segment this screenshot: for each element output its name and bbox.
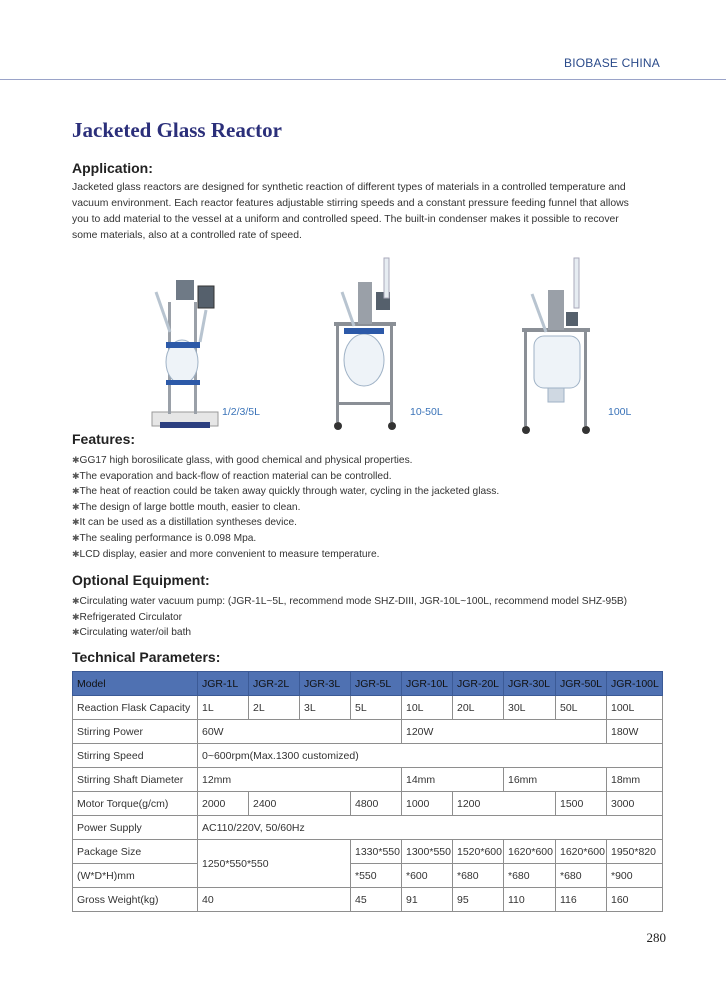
table-cell: 20L	[453, 696, 504, 720]
row-label: Package Size	[73, 840, 198, 864]
table-cell: 1L	[198, 696, 249, 720]
table-header-cell: JGR-2L	[249, 672, 300, 696]
table-cell: *600	[402, 864, 453, 888]
table-cell: 1620*600	[504, 840, 556, 864]
table-cell: 116	[556, 888, 607, 912]
optional-list	[72, 594, 692, 641]
table-header-cell: JGR-20L	[453, 672, 504, 696]
table-cell: 12mm	[198, 768, 402, 792]
features-list	[72, 453, 692, 562]
list-item: ✱ Refrigerated Circulator	[72, 610, 692, 626]
table-cell: 1200	[453, 792, 556, 816]
table-cell: 1620*600	[556, 840, 607, 864]
row-label: Gross Weight(kg)	[73, 888, 198, 912]
table-row	[73, 720, 663, 744]
row-label: Motor Torque(g/cm)	[73, 792, 198, 816]
table-cell: 50L	[556, 696, 607, 720]
table-header-cell: Model	[73, 672, 198, 696]
table-cell: 2400	[249, 792, 351, 816]
table-cell: 45	[351, 888, 402, 912]
table-cell: 14mm	[402, 768, 504, 792]
table-header-row	[73, 672, 663, 696]
table-cell: 5L	[351, 696, 402, 720]
application-heading: Application:	[72, 160, 153, 176]
table-header-cell: JGR-1L	[198, 672, 249, 696]
list-item: ✱ LCD display, easier and more convenient to measure temperature.	[72, 547, 692, 563]
table-header-cell: JGR-3L	[300, 672, 351, 696]
table-cell: 0~600rpm(Max.1300 customized)	[198, 744, 663, 768]
table-row	[73, 744, 663, 768]
list-item: ✱ The sealing performance is 0.098 Mpa.	[72, 531, 692, 547]
table-row	[73, 792, 663, 816]
reactor-medium-image	[328, 252, 408, 434]
table-cell: AC110/220V, 50/60Hz	[198, 816, 663, 840]
table-cell: 40	[198, 888, 351, 912]
page-title: Jacketed Glass Reactor	[72, 118, 282, 142]
table-row	[73, 888, 663, 912]
table-header-cell: JGR-10L	[402, 672, 453, 696]
table-cell: 160	[607, 888, 663, 912]
table-header-cell: JGR-30L	[504, 672, 556, 696]
table-cell: 110	[504, 888, 556, 912]
table-cell: 1300*550	[402, 840, 453, 864]
table-cell: 4800	[351, 792, 402, 816]
header-divider	[0, 79, 726, 80]
table-cell: 180W	[607, 720, 663, 744]
list-item: ✱ Circulating water vacuum pump: (JGR-1L~5L, recommend mode SHZ-DIII, JGR-10L~100L, recommend model SHZ-95B)	[72, 594, 692, 610]
list-item: ✱ The heat of reaction could be taken away quickly through water, cycling in the jacketed glass.	[72, 484, 692, 500]
table-cell: 3L	[300, 696, 351, 720]
table-cell: 1000	[402, 792, 453, 816]
table-cell: 1500	[556, 792, 607, 816]
list-item: ✱ It can be used as a distillation syntheses device.	[72, 515, 692, 531]
row-label: (W*D*H)mm	[73, 864, 198, 888]
features-heading: Features:	[72, 431, 136, 447]
table-cell: 91	[402, 888, 453, 912]
table-cell: *680	[504, 864, 556, 888]
table-header-cell: JGR-100L	[607, 672, 663, 696]
table-header-cell: JGR-5L	[351, 672, 402, 696]
brand-label: BIOBASE CHINA	[564, 56, 660, 70]
image-caption-large: 100L	[608, 406, 632, 418]
table-cell: 16mm	[504, 768, 607, 792]
tech-params-table	[72, 671, 663, 912]
row-label: Reaction Flask Capacity	[73, 696, 198, 720]
table-cell: 100L	[607, 696, 663, 720]
table-cell: *900	[607, 864, 663, 888]
row-label: Stirring Speed	[73, 744, 198, 768]
table-cell: *680	[556, 864, 607, 888]
table-cell: *550	[351, 864, 402, 888]
table-cell: 1330*550	[351, 840, 402, 864]
tech-heading: Technical Parameters:	[72, 649, 221, 665]
table-cell: 18mm	[607, 768, 663, 792]
table-cell: 95	[453, 888, 504, 912]
application-text: Jacketed glass reactors are designed for synthetic reaction of different types of materials in a controlled temperature and vacuum environment. Each reactor features adjustable stirring speeds and a constant pressure feeding funnel that allows you to add material to the vessel at a uniform and controlled speed. The built-in condenser makes it possible to recover some materials, also at a controlled rate of speed.	[72, 182, 629, 241]
table-cell: 2000	[198, 792, 249, 816]
table-cell: 10L	[402, 696, 453, 720]
table-cell: 60W	[198, 720, 402, 744]
table-header-cell: JGR-50L	[556, 672, 607, 696]
list-item: ✱ The evaporation and back-flow of reaction material can be controlled.	[72, 469, 692, 485]
table-row	[73, 696, 663, 720]
table-cell: 1250*550*550	[198, 840, 351, 888]
table-row	[73, 816, 663, 840]
page-number: 280	[646, 930, 666, 945]
table-cell: 1520*600	[453, 840, 504, 864]
table-row	[73, 864, 663, 888]
table-cell: 1950*820	[607, 840, 663, 864]
table-cell: 2L	[249, 696, 300, 720]
row-label: Power Supply	[73, 816, 198, 840]
list-item: ✱ The design of large bottle mouth, easier to clean.	[72, 500, 692, 516]
optional-heading: Optional Equipment:	[72, 572, 210, 588]
list-item: ✱ Circulating water/oil bath	[72, 625, 692, 641]
table-row	[73, 840, 663, 864]
table-cell: 30L	[504, 696, 556, 720]
reactor-large-image	[518, 254, 600, 436]
table-cell: *680	[453, 864, 504, 888]
image-caption-small: 1/2/3/5L	[222, 406, 260, 418]
row-label: Stirring Power	[73, 720, 198, 744]
list-item: ✱ GG17 high borosilicate glass, with good chemical and physical properties.	[72, 453, 692, 469]
table-row	[73, 768, 663, 792]
reactor-small-image	[148, 262, 228, 434]
table-cell: 3000	[607, 792, 663, 816]
image-caption-medium: 10-50L	[410, 406, 443, 418]
row-label: Stirring Shaft Diameter	[73, 768, 198, 792]
table-cell: 120W	[402, 720, 607, 744]
